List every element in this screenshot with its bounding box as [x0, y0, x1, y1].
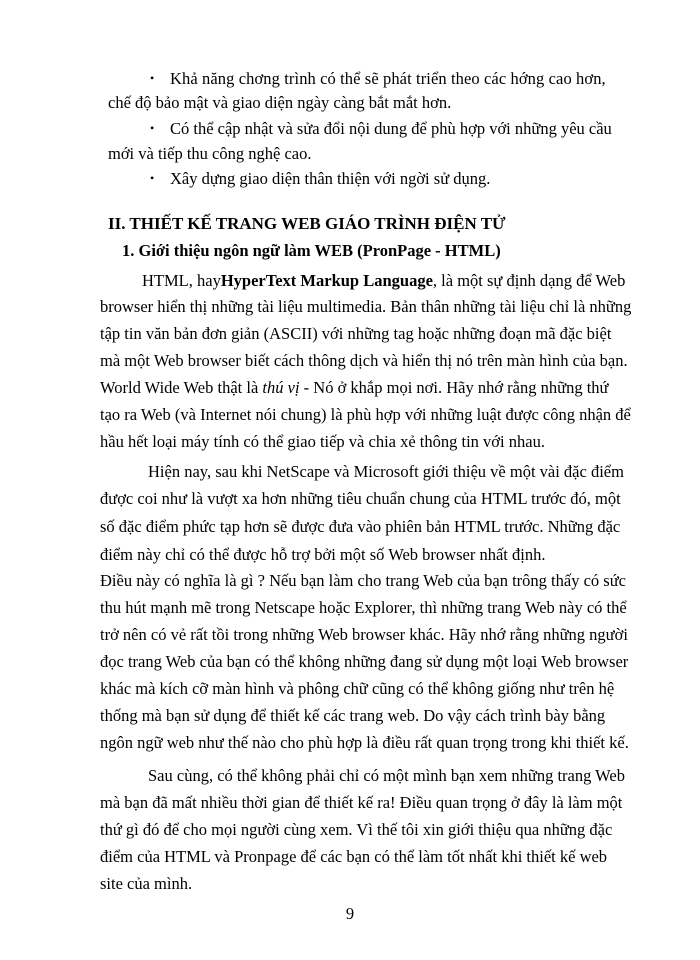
bullet-text: Khả năng chơng trình có thể sẽ phát triển theo các hớng cao hơn, [170, 69, 606, 88]
bullet-text: Có thể cập nhật và sửa đổi nội dung để phù hợp với những yêu cầu [170, 119, 612, 138]
paragraph-line: trở nên có vẻ rất tồi trong những Web browser khác. Hãy nhớ rằng những người [100, 625, 628, 644]
text-span: , là một sự định dạng để Web [432, 271, 626, 290]
paragraph-line [100, 378, 608, 398]
paragraph-line: được coi như là vượt xa hơn những tiêu chuẩn chung của HTML trước đó, một [100, 489, 621, 508]
paragraph-line: site của mình. [100, 874, 193, 893]
paragraph-line: đọc trang Web của bạn có thể không những đang sử dụng một loại Web browser [100, 652, 629, 671]
bullet-text: mới và tiếp thu công nghệ cao. [108, 144, 312, 163]
paragraph-line: ngôn ngữ web như thế nào cho phù hợp là điều rất quan trọng trong khi thiết kế. [100, 733, 629, 752]
paragraph-line: thứ gì đó để cho mọi người cùng xem. Vì thế tôi xin giới thiệu qua những đặc [100, 820, 613, 839]
text-span: World Wide Web thật là [100, 378, 263, 397]
paragraph-line: mà bạn đã mất nhiều thời gian để thiết kế ra! Điều quan trọng ở đây là làm một [100, 793, 623, 812]
paragraph-line: điểm của HTML và Pronpage để các bạn có thể làm tốt nhất khi thiết kế web [100, 847, 608, 866]
subsection-heading: 1. Giới thiệu ngôn ngữ làm WEB (PronPage - HTML) [122, 241, 501, 260]
paragraph-line: thu hút mạnh mẽ trong Netscape hoặc Explorer, thì những trang Web này có thể [100, 598, 627, 617]
bold-term: HyperText Markup Language [220, 271, 433, 290]
section-heading: II. THIẾT KẾ TRANG WEB GIÁO TRÌNH ĐIỆN TỬ [108, 214, 506, 233]
text-span: - Nó ở khắp mọi nơi. Hãy nhớ rằng những thứ [299, 378, 609, 397]
paragraph-line: thống mà bạn sử dụng để thiết kế các trang web. Do vậy cách trình bày bằng [100, 706, 606, 725]
paragraph-line: hầu hết loại máy tính có thể giao tiếp và chia xẻ thông tin với nhau. [100, 432, 545, 451]
paragraph-line [142, 271, 625, 291]
italic-term: thú vị [262, 378, 300, 397]
text-span: HTML, hay [142, 271, 221, 290]
paragraph-line: điểm này chỉ có thể được hỗ trợ bởi một số Web browser nhất định. [100, 545, 546, 564]
bullet-dot: • [150, 121, 155, 135]
paragraph-line: Hiện nay, sau khi NetScape và Microsoft giới thiệu về một vài đặc điểm [148, 462, 624, 481]
paragraph-line: số đặc điểm phức tạp hơn sẽ được đưa vào phiên bản HTML trước. Những đặc [100, 517, 621, 536]
bullet-dot: • [150, 171, 155, 185]
page-number: 9 [345, 904, 355, 923]
paragraph-line: Điều này có nghĩa là gì ? Nếu bạn làm cho trang Web của bạn trông thấy có sức [100, 571, 626, 590]
bullet-dot: • [150, 71, 155, 85]
paragraph-line: Sau cùng, có thể không phải chỉ có một mình bạn xem những trang Web [148, 766, 626, 785]
paragraph-line: browser hiển thị những tài liệu multimedia. Bản thân những tài liệu chỉ là những [100, 297, 632, 316]
bullet-text: chế độ bảo mật và giao diện ngày càng bắt mắt hơn. [108, 93, 452, 112]
paragraph-line: mà một Web browser biết cách thông dịch và hiển thị nó trên màn hình của bạn. [100, 351, 628, 370]
paragraph-line: tập tin văn bản đơn giản (ASCII) với những tag hoặc những đoạn mã đặc biệt [100, 324, 612, 343]
paragraph-line: tạo ra Web (và Internet nói chung) là phù hợp với những luật được công nhận để [100, 405, 631, 424]
paragraph-line: khác mà kích cỡ màn hình và phông chữ cũng có thể không giống như trên hệ [100, 679, 615, 698]
bullet-text: Xây dựng giao diện thân thiện với ngời sử dụng. [170, 169, 491, 188]
